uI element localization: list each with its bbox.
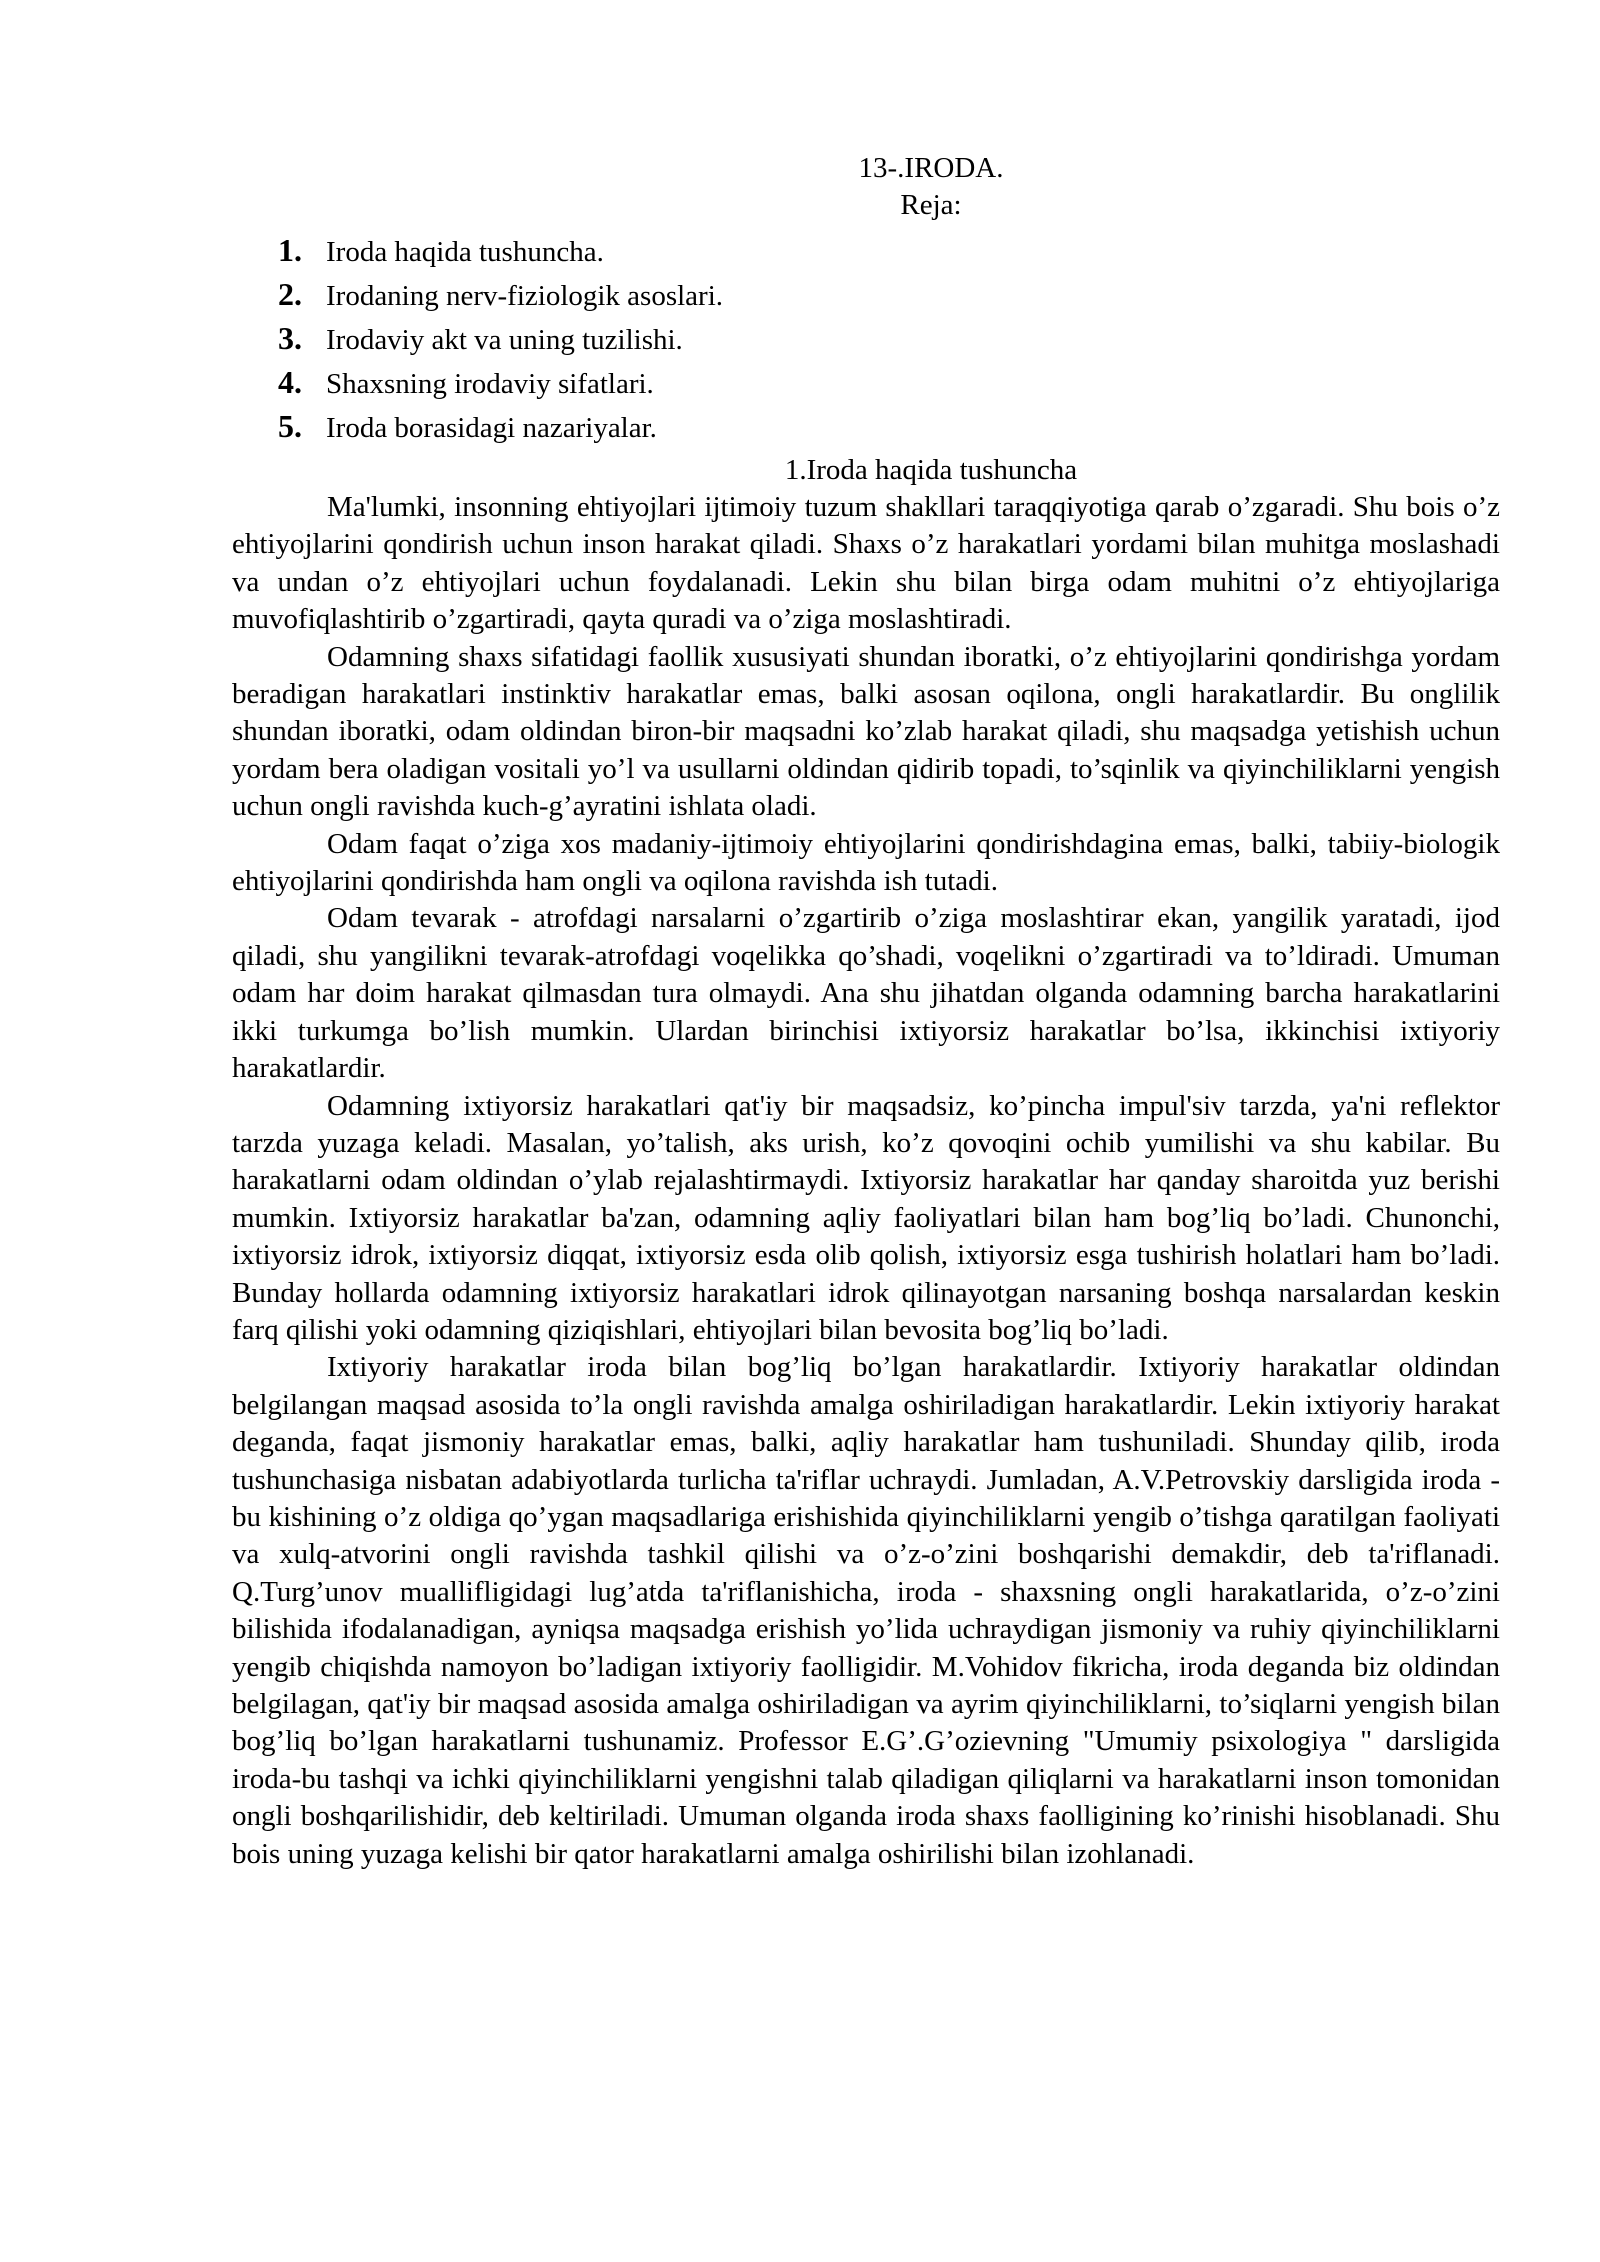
plan-item-number: 5.: [278, 408, 302, 444]
plan-item: [232, 276, 1500, 320]
plan-item-number: 2.: [278, 276, 302, 312]
plan-label: Reja:: [900, 189, 962, 221]
paragraph: Ixtiyoriy harakatlar iroda bilan bog’liq bo’lgan harakatlardir. Ixtiyoriy harakatlar oldindan belgilangan maqsad asosida to’la ongli ravishda amalga oshiriladigan harakatlardir. Lekin ixtiyoriy harakat deganda, faqat jismoniy harakatlar emas, balki, aqliy harakatlar ham tushuniladi. Shunday qilib, iroda tushunchasiga nisbatan adabiyotlarda turlicha ta'riflar uchraydi. Jumladan, A.V.Petrovskiy darsligida iroda - bu kishining o’z oldiga qo’ygan maqsadlariga erishishida qiyinchiliklarni yengib o’tishga qaratilgan faoliyati va xulq-atvorini ongli ravishda tashkil qilishi va o’z-o’zini boshqarishi demakdir, deb ta'riflanadi. Q.Turg’unov muallifligidagi lug’atda ta'riflanishicha, iroda - shaxsning ongli harakatlarida, o’z-o’zini bilishida ifodalanadigan, ayniqsa maqsadga erishish yo’lida uchraydigan jismoniy va ruhiy qiyinchiliklarni yengib chiqishda namoyon bo’ladigan ixtiyoriy faolligidir. M.Vohidov fikricha, iroda deganda biz oldindan belgilagan, qat'iy bir maqsad asosida amalga oshiriladigan va ayrim qiyinchiliklarni, to’siqlarni yengish bilan bog’liq bo’lgan harakatlarni tushunamiz. Professor E.G’.G’ozievning "Umumiy psixologiya " darsligida iroda-bu tashqi va ichki qiyinchiliklarni yengishni talab qiladigan qiliqlarni va harakatlarni inson tomonidan ongli boshqarilishidir, deb keltiriladi. Umuman olganda iroda shaxs faolligining ko’rinishi hisoblanadi. Shu bois uning yuzaga kelishi bir qator harakatlarni amalga oshirilishi bilan izohlanadi.: [232, 1351, 1500, 1870]
plan-item-text: Shaxsning irodaviy sifatlari.: [326, 368, 654, 400]
paragraph: Odamning ixtiyorsiz harakatlari qat'iy bir maqsadsiz, ko’pincha impul'siv tarzda, ya'ni reflektor tarzda yuzaga keladi. Masalan, yo’talish, aks urish, ko’z qovoqini ochib yumilishi va shu kabilar. Bu harakatlarni odam oldindan o’ylab rejalashtirmaydi. Ixtiyorsiz harakatlar har qanday sharoitda yuz berishi mumkin. Ixtiyorsiz harakatlar ba'zan, odamning aqliy faoliyatlari bilan ham bog’liq bo’ladi. Chunonchi, ixtiyorsiz idrok, ixtiyorsiz diqqat, ixtiyorsiz esda olib qolish, ixtiyorsiz esga tushirish holatlari ham bo’ladi. Bunday hollarda odamning ixtiyorsiz harakatlari idrok qilinayotgan narsaning boshqa narsalardan keskin farq qilishi yoki odamning qiziqishlari, ehtiyojlari bilan bevosita bog’liq bo’ladi.: [232, 1089, 1500, 1346]
plan-item-number: 4.: [278, 364, 302, 400]
plan-item-number: 3.: [278, 320, 302, 356]
plan-item-number: 1.: [278, 232, 302, 268]
plan-item: [232, 408, 1500, 452]
document-title: 13-.IRODA.: [858, 152, 1004, 184]
plan-item: [232, 364, 1500, 408]
paragraph: Odam faqat o’ziga xos madaniy-ijtimoiy ehtiyojlarini qondirishdagina emas, balki, tabiiy-biologik ehtiyojlarini qondirishda ham ongli va oqilona ravishda ish tutadi.: [232, 827, 1500, 898]
plan-item-text: Irodaviy akt va uning tuzilishi.: [326, 324, 683, 356]
plan-item-text: Iroda haqida tushuncha.: [326, 236, 604, 268]
plan-list: [232, 232, 1500, 452]
plan-item: [232, 232, 1500, 276]
document-page: [232, 150, 1500, 1873]
section-title: 1.Iroda haqida tushuncha: [784, 454, 1078, 486]
paragraph: Odam tevarak - atrofdagi narsalarni o’zgartirib o’ziga moslashtirar ekan, yangilik yaratadi, ijod qiladi, shu yangilikni tevarak-atrofdagi voqelikka qo’shadi, voqelikni o’zgartiradi va to’ldiradi. Umuman odam har doim harakat qilmasdan tura olmaydi. Ana shu jihatdan olganda odamning barcha harakatlarini ikki turkumga bo’lish mumkin. Ulardan birinchisi ixtiyorsiz harakatlar bo’lsa, ikkinchisi ixtiyoriy harakatlardir.: [232, 902, 1500, 1085]
plan-item: [232, 320, 1500, 364]
plan-item-text: Irodaning nerv-fiziologik asoslari.: [326, 280, 724, 312]
plan-item-text: Iroda borasidagi nazariyalar.: [326, 412, 657, 444]
paragraph: Odamning shaxs sifatidagi faollik xususiyati shundan iboratki, o’z ehtiyojlarini qondirishga yordam beradigan harakatlari instinktiv harakatlar emas, balki asosan oqilona, ongli harakatlardir. Bu onglilik shundan iboratki, odam oldindan biron-bir maqsadni ko’zlab harakat qiladi, shu maqsadga yetishish uchun yordam bera oladigan vositali yo’l va usullarni oldindan qidirib topadi, to’sqinlik va qiyinchiliklarni yengish uchun ongli ravishda kuch-g’ayratini ishlata oladi.: [232, 640, 1500, 823]
paragraph: Ma'lumki, insonning ehtiyojlari ijtimoiy tuzum shakllari taraqqiyotiga qarab o’zgaradi. Shu bois o’z ehtiyojlarini qondirish uchun inson harakat qiladi. Shaxs o’z harakatlari yordami bilan muhitga moslashadi va undan o’z ehtiyojlari uchun foydalanadi. Lekin shu bilan birga odam muhitni o’z ehtiyojlariga muvofiqlashtirib o’zgartiradi, qayta quradi va o’ziga moslashtiradi.: [232, 491, 1500, 636]
